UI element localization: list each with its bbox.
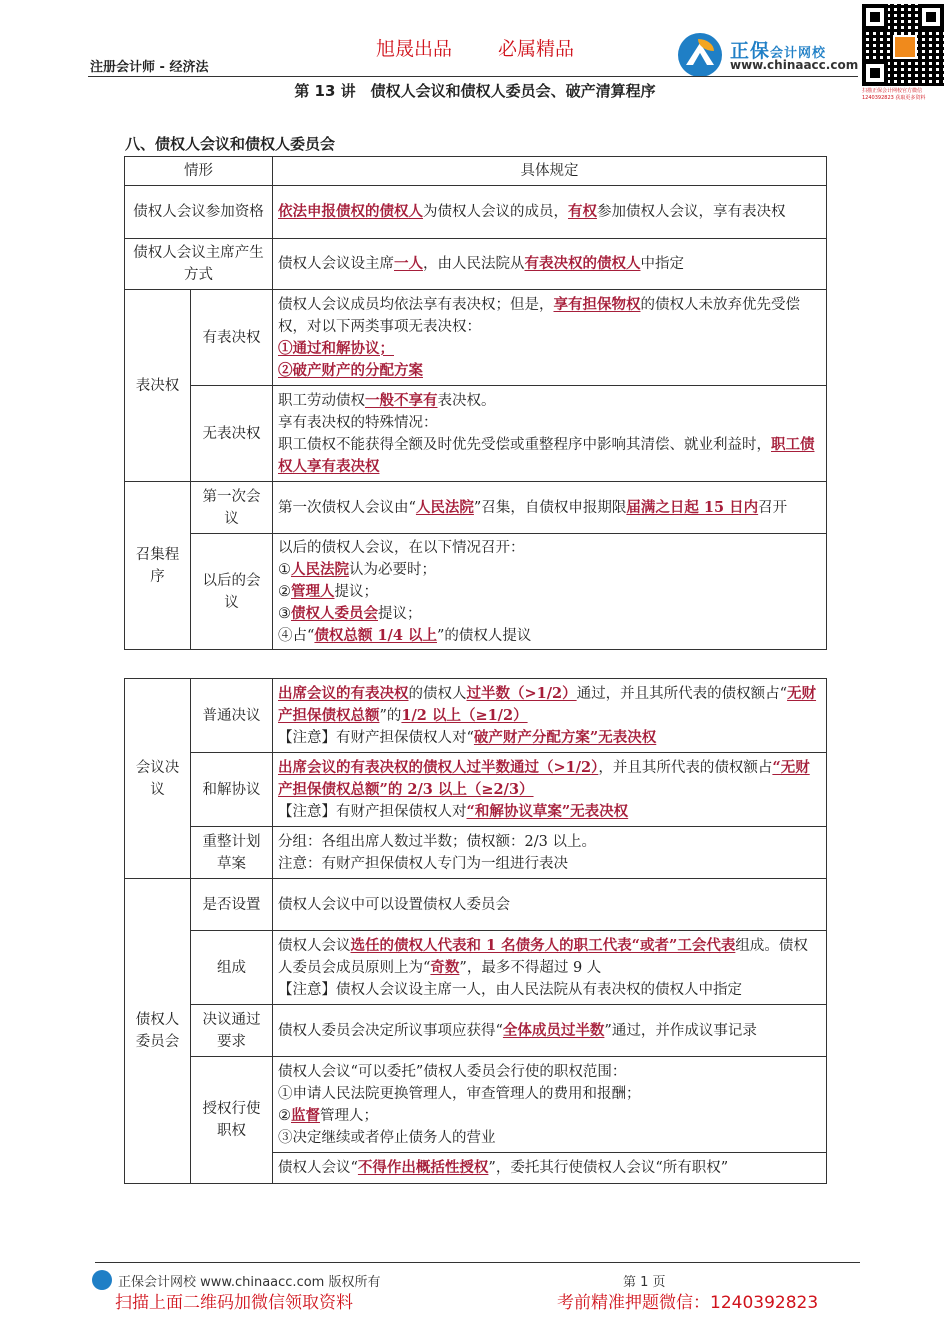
header-situation: 情形 xyxy=(125,157,273,186)
table-header-row xyxy=(125,157,827,186)
row-subcategory: 和解协议 xyxy=(191,753,273,827)
promo-right: 考前精准押题微信：1240392823 xyxy=(557,1293,819,1313)
row-subcategory: 第一次会议 xyxy=(191,482,273,534)
row-subcategory: 是否设置 xyxy=(191,879,273,931)
page-number: 第 1 页 xyxy=(623,1275,666,1290)
convene-category: 召集程序 xyxy=(125,482,191,650)
table-row xyxy=(125,753,827,827)
row-subcategory: 重整计划草案 xyxy=(191,827,273,879)
vote-category: 表决权 xyxy=(125,290,191,482)
brand-url: www.chinaacc.com xyxy=(730,58,859,72)
creditor-meeting-table xyxy=(124,156,827,650)
row-subcategory: 授权行使职权 xyxy=(191,1057,273,1184)
row-content: 债权人会议成员均依法享有表决权；但是，享有担保物权的债权人未放弃优先受偿权，对以下两类事项无表决权： ①通过和解协议； ②破产财产的分配方案 xyxy=(273,290,827,386)
course-name: 注册会计师 - 经济法 xyxy=(90,60,209,75)
row-content: 债权人会议“不得作出概括性授权”，委托其行使债权人会议“所有职权” xyxy=(273,1153,827,1184)
header-rules: 具体规定 xyxy=(273,157,827,186)
qr-code-icon xyxy=(862,4,944,86)
row-subcategory: 普通决议 xyxy=(191,679,273,753)
table-row xyxy=(125,1057,827,1153)
brand-sub: 会计网校 xyxy=(770,46,827,61)
row-content: 职工劳动债权一般不享有表决权。 享有表决权的特殊情况： 职工债权不能获得全额及时优先受偿或重整程序中影响其清偿、就业利益时，职工债权人享有表决权 xyxy=(273,386,827,482)
table-row xyxy=(125,827,827,879)
row-content: 以后的债权人会议，在以下情况召开： ①人民法院认为必要时； ②管理人提议； ③债权人委员会提议； ④占“债权总额 1/4 以上”的债权人提议 xyxy=(273,534,827,650)
table-row xyxy=(125,386,827,482)
row-content: 第一次债权人会议由“人民法院”召集，自债权申报期限届满之日起 15 日内召开 xyxy=(273,482,827,534)
promo-left: 扫描上面二维码加微信领取资料 xyxy=(115,1293,353,1313)
row-content: 债权人会议“可以委托”债权人委员会行使的职权范围： ①申请人民法院更换管理人，审查管理人的费用和报酬； ②监督管理人； ③决定继续或者停止债务人的营业 xyxy=(273,1057,827,1153)
row-subcategory: 以后的会议 xyxy=(191,534,273,650)
row-category: 债权人会议主席产生方式 xyxy=(125,239,273,290)
header-slogan-left: 旭晟出品 xyxy=(376,38,453,60)
row-subcategory: 决议通过要求 xyxy=(191,1005,273,1057)
table-row xyxy=(125,679,827,753)
qr-caption: 扫描正保会计网校官方微信 1240392823 获取更多资料 xyxy=(862,88,926,101)
row-content: 依法申报债权的债权人为债权人会议的成员，有权参加债权人会议，享有表决权 xyxy=(273,186,827,239)
committee-category: 债权人委员会 xyxy=(125,879,191,1184)
footer-divider xyxy=(95,1262,860,1263)
table-row xyxy=(125,931,827,1005)
row-content: 出席会议的有表决权的债权人过半数（>1/2）通过，并且其所代表的债权额占“无财产担保债权总额”的1/2 以上（≥1/2） 【注意】有财产担保债权人对“破产财产分配方案”无表决权 xyxy=(273,679,827,753)
row-subcategory: 无表决权 xyxy=(191,386,273,482)
row-content: 分组：各组出席人数过半数；债权额：2/3 以上。 注意：有财产担保债权人专门为一组进行表决 xyxy=(273,827,827,879)
row-category: 债权人会议参加资格 xyxy=(125,186,273,239)
row-subcategory: 组成 xyxy=(191,931,273,1005)
brand-name: 正保会计网校 xyxy=(730,40,827,62)
section-title: 八、债权人会议和债权人委员会 xyxy=(125,135,336,153)
lecture-title: 第 13 讲 债权人会议和债权人委员会、破产清算程序 xyxy=(294,82,656,100)
table-row xyxy=(125,290,827,386)
footer-copyright: 正保会计网校 www.chinaacc.com 版权所有 xyxy=(118,1275,381,1290)
table-row xyxy=(125,482,827,534)
table-row xyxy=(125,1005,827,1057)
row-content: 债权人委员会决定所议事项应获得“全体成员过半数”通过，并作成议事记录 xyxy=(273,1005,827,1057)
row-content: 债权人会议设主席一人，由人民法院从有表决权的债权人中指定 xyxy=(273,239,827,290)
header-divider xyxy=(88,76,858,77)
table-row xyxy=(125,879,827,931)
header-slogan-right: 必属精品 xyxy=(498,38,575,60)
row-content: 出席会议的有表决权的债权人过半数通过（>1/2），并且其所代表的债权额占“无财产担保债权总额”的 2/3 以上（≥2/3） 【注意】有财产担保债权人对“和解协议草案”无表决权 xyxy=(273,753,827,827)
chinaacc-footer-logo-icon xyxy=(92,1270,112,1290)
table-row xyxy=(125,239,827,290)
chinaacc-logo-icon xyxy=(678,33,722,77)
row-subcategory: 有表决权 xyxy=(191,290,273,386)
row-content: 债权人会议选任的债权人代表和 1 名债务人的职工代表“或者”工会代表组成。债权人委员会成员原则上为“奇数”，最多不得超过 9 人 【注意】债权人会议设主席一人，由人民法院从有表决权的债权人中指定 xyxy=(273,931,827,1005)
table-row xyxy=(125,186,827,239)
resolution-category: 会议决议 xyxy=(125,679,191,879)
row-content: 债权人会议中可以设置债权人委员会 xyxy=(273,879,827,931)
table-row xyxy=(125,534,827,650)
resolution-committee-table xyxy=(124,678,827,1184)
